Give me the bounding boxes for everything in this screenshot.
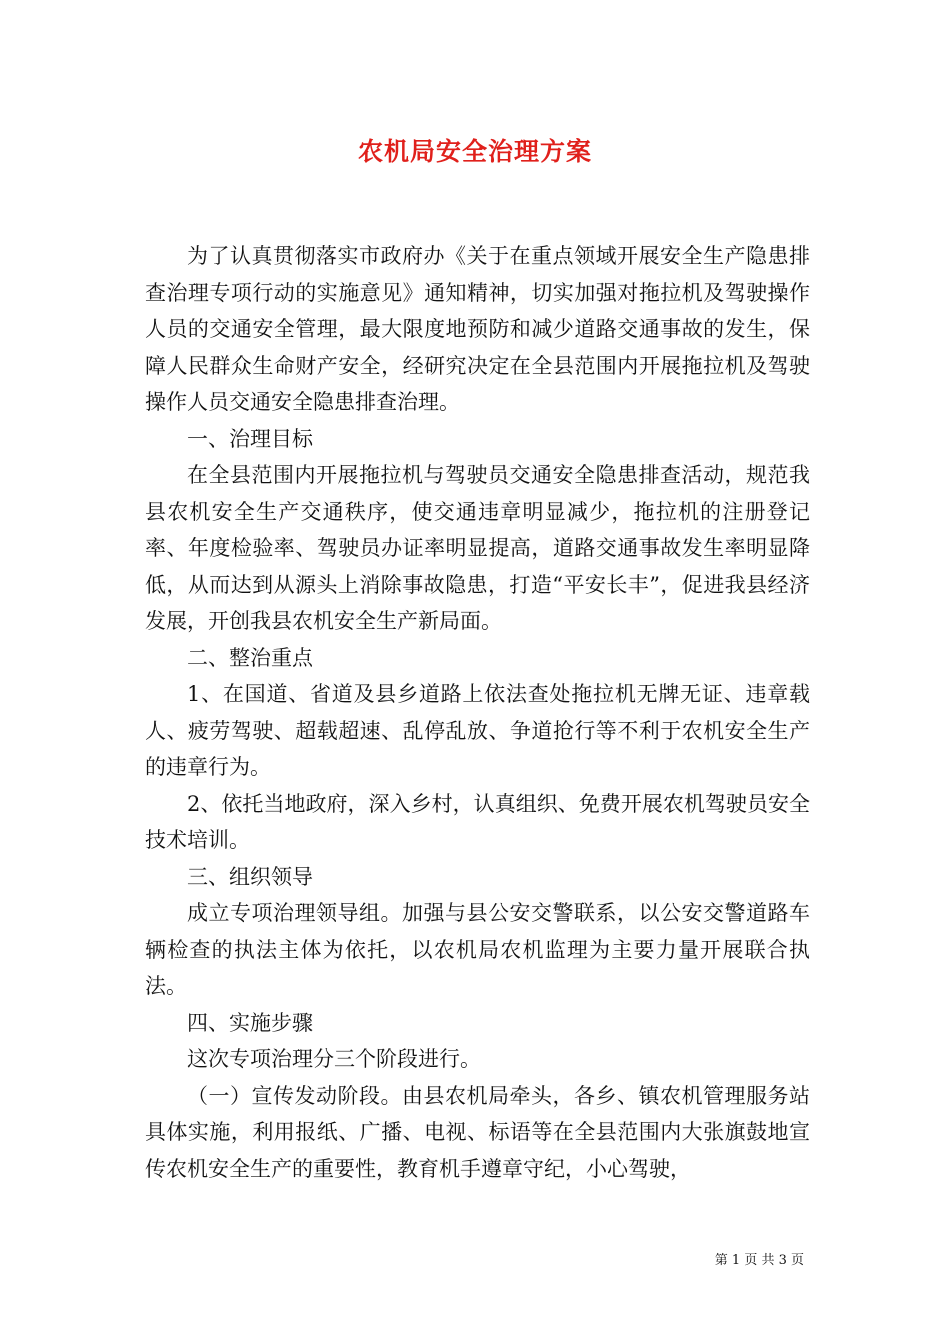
paragraph-goals: 在全县范围内开展拖拉机与驾驶员交通安全隐患排查活动，规范我县农机安全生产交通秩序，使交通违章明显减少，拖拉机的注册登记率、年度检验率、驾驶员办证率明显提高，道路交通事故发生率明显降低，从而达到从源头上消除事故隐患，打造“平安长丰”，促进我县经济发展，开创我县农机安全生产新局面。 [145,463,810,633]
paragraph-steps-intro: 这次专项治理分三个阶段进行。 [187,1047,481,1071]
page-number: 第 1 页 共 3 页 [714,1253,804,1268]
document-title: 农机局安全治理方案 [357,137,592,166]
heading-steps: 四、实施步骤 [187,1010,313,1035]
paragraph-key-point-1: 1、在国道、省道及县乡道路上依法查处拖拉机无牌无证、违章载人、疲劳驾驶、超载超速、乱停乱放、争道抢行等不利于农机安全生产的违章行为。 [145,682,810,779]
paragraph-step-1: （一）宣传发动阶段。由县农机局牵头，各乡、镇农机管理服务站具体实施，利用报纸、广播、电视、标语等在全县范围内大张旗鼓地宣传农机安全生产的重要性，教育机手遵章守纪，小心驾驶， [145,1083,810,1181]
heading-leadership: 三、组织领导 [187,864,313,889]
paragraph-key-point-2: 2、依托当地政府，深入乡村，认真组织、免费开展农机驾驶员安全技术培训。 [145,791,810,852]
document-body [145,238,810,1187]
heading-goals: 一、治理目标 [187,426,313,451]
heading-key-points: 二、整治重点 [187,645,313,670]
paragraph-leadership: 成立专项治理领导组。加强与县公安交警联系，以公安交警道路车辆检查的执法主体为依托，以农机局农机监理为主要力量开展联合执法。 [145,901,810,998]
paragraph-intro: 为了认真贯彻落实市政府办《关于在重点领域开展安全生产隐患排查治理专项行动的实施意见》通知精神，切实加强对拖拉机及驾驶操作人员的交通安全管理，最大限度地预防和减少道路交通事故的发生，保障人民群众生命财产安全，经研究决定在全县范围内开展拖拉机及驾驶操作人员交通安全隐患排查治理。 [145,244,810,414]
